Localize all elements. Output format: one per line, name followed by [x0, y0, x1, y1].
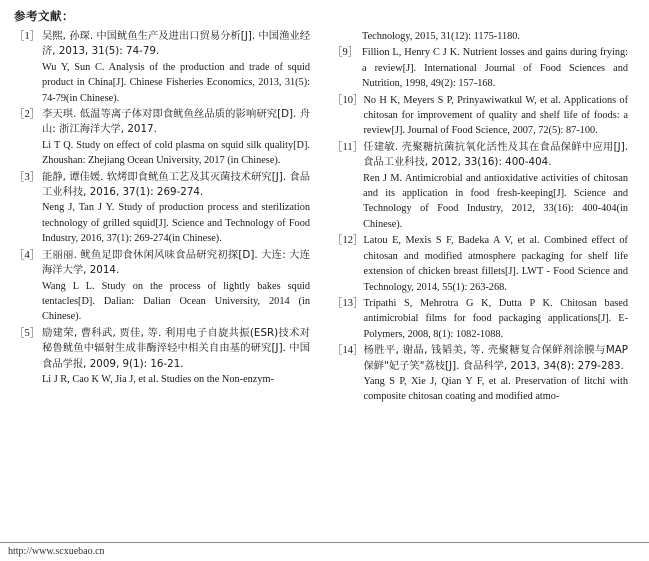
reference-entry [332, 343, 628, 405]
left-column [14, 29, 310, 549]
reference-text-cn: 任建敏. 壳聚糖抗菌抗氧化活性及其在食品保鲜中应用[J]. 食品工业科技, 2012, 33(16): 400-404. [363, 140, 628, 169]
reference-text-en: Wang L L. Study on the process of lightly bakes squid tentacles[D]. Dalian: Dalian Ocean University, 2014 (in Chinese). [42, 280, 310, 323]
reference-entry [332, 296, 628, 342]
reference-text-cn: 杨胜平, 谢晶, 钱韬美, 等. 壳聚糖复合保鲜剂涂膜与MAP保鲜"妃子笑"荔枝[J]. 食品科学, 2013, 34(8): 279-283. [363, 344, 628, 372]
reference-text-en: Neng J, Tan J Y. Study of production process and sterilization technology of grilled squid[J]. Science and Technology of Food Industry, 2016, 37(1): 269-274(in Chinese). [42, 202, 310, 245]
reference-number: ［14］ [332, 345, 364, 357]
reference-entry [14, 29, 310, 106]
reference-number: ［9］ [332, 47, 359, 59]
reference-number: ［3］ [14, 171, 41, 183]
reference-body [42, 107, 310, 169]
reference-body [42, 326, 310, 388]
reference-text-cn: 王丽丽. 鱿鱼足即食休闲风味食品研究初探[D]. 大连: 大连海洋大学, 2014. [42, 248, 310, 277]
reference-entry [14, 248, 310, 325]
reference-text-cn: 李天琪. 低温等离子体对即食鱿鱼丝品质的影响研究[D]. 舟山: 浙江海洋大学, 2017. [42, 108, 310, 136]
reference-body [364, 233, 629, 295]
reference-number: ［12］ [332, 235, 364, 247]
reference-body [42, 29, 310, 106]
reference-body [364, 93, 629, 139]
reference-text-cn: 能静, 谭佳媛. 软烤即食鱿鱼工艺及其灭菌技术研究[J]. 食品工业科技, 2016, 37(1): 269-274. [42, 170, 310, 199]
reference-entry [14, 326, 310, 388]
reference-body [364, 343, 629, 405]
reference-text-en: Latou E, Mexis S F, Badeka A V, et al. Combined effect of chitosan and modified atmosphere packaging for shelf life extension of chicken breast fillets[J]. LWT - Food Science and Technology, 2014, 55(1): 263-268. [363, 235, 628, 293]
reference-text-en: Technology, 2015, 31(12): 1175-1180. [362, 31, 520, 42]
footer-url[interactable]: http://www.scxuebao.cn [8, 546, 105, 557]
reference-body [42, 170, 310, 247]
reference-entry [14, 170, 310, 247]
reference-number: ［10］ [332, 94, 364, 106]
reference-entry [332, 233, 628, 295]
reference-body [364, 296, 629, 342]
reference-number [332, 29, 362, 44]
reference-number: ［4］ [14, 249, 41, 261]
page-title: 参考文献： [14, 9, 74, 23]
reference-entry [332, 93, 628, 139]
reference-text-en: Wu Y, Sun C. Analysis of the production and trade of squid product in China[J]. Chinese Fisheries Economics, 2013, 31(5): 74-79(in Chinese). [42, 61, 310, 104]
reference-number: ［13］ [332, 297, 364, 309]
reference-text-cn: 吴熙, 孙琛. 中国鱿鱼生产及进出口贸易分析[J]. 中国渔业经济, 2013, 31(5): 74-79. [42, 30, 310, 58]
reference-number: ［11］ [332, 141, 364, 153]
reference-body [42, 248, 310, 325]
reference-entry [332, 45, 628, 91]
page-footer [0, 542, 649, 561]
reference-continuation [332, 29, 628, 44]
reference-text-en: Li T Q. Study on effect of cold plasma on squid silk quality[D]. Zhoushan: Zhejiang Ocean University, 2017 (in Chinese). [42, 139, 310, 167]
reference-entry [14, 107, 310, 169]
reference-body [363, 140, 628, 232]
reference-body [362, 29, 628, 44]
reference-number: ［5］ [14, 327, 41, 339]
two-column-body [14, 29, 635, 549]
reference-text-cn: 励建荣, 曹科武, 贾佳, 等. 利用电子自旋共振(ESR)技术对秘鲁鱿鱼中辐射生成非酶淬轻中相关自由基的研究[J]. 中国食品学报, 2009, 9(1): 16-21. [42, 326, 310, 370]
reference-text-en: Ren J M. Antimicrobial and antioxidative activities of chitosan and its application in food fresh-keeping[J]. Science and Technology of Food Industry, 2012, 33(16): 400-404(in Chinese). [363, 172, 628, 230]
reference-number: ［2］ [14, 109, 41, 121]
reference-text-en: Yang S P, Xie J, Qian Y F, et al. Preservation of litchi with composite chitosan coating and modified atmo- [363, 375, 628, 403]
reference-text-en: Fillion L, Henry C J K. Nutrient losses and gains during frying: a review[J]. International Journal of Food Sciences and Nutrition, 1998, 49(2): 157-168. [362, 47, 628, 90]
reference-number: ［1］ [14, 31, 41, 42]
right-column [332, 29, 628, 549]
reference-text-en: Tripathi S, Mehrotra G K, Dutta P K. Chitosan based antimicrobial films for food packaging applications[J]. E-Polymers, 2008, 8(1): 1082-1088. [363, 297, 628, 340]
reference-entry [332, 140, 628, 232]
reference-text-en: No H K, Meyers S P, Prinyawiwatkul W, et al. Applications of chitosan for improvement of quality and shelf life of foods: a review[J]. Journal of Food Science, 2007, 72(5): 87-100. [363, 94, 628, 137]
reference-body [362, 45, 628, 91]
reference-text-en: Li J R, Cao K W, Jia J, et al. Studies on the Non-enzym- [42, 373, 274, 385]
